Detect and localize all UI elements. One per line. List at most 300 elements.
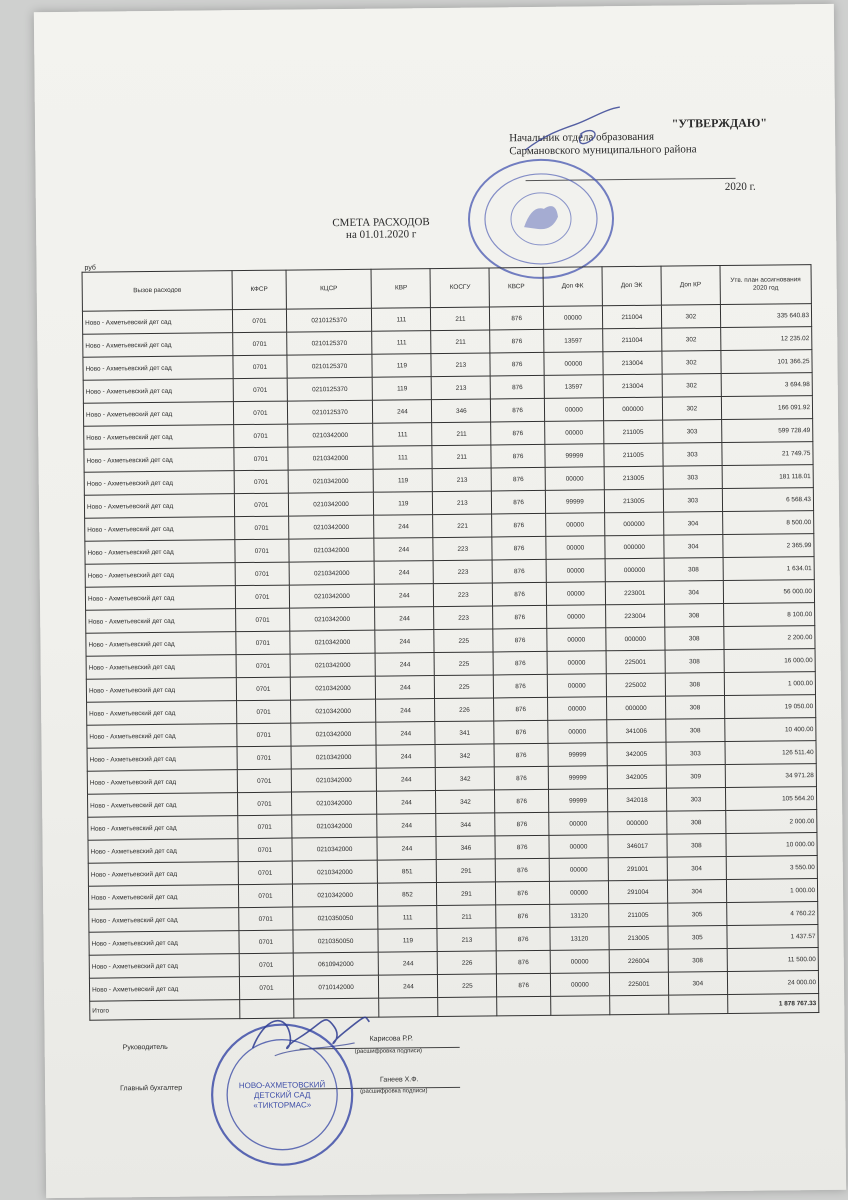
code-cell: 291001 [608, 857, 667, 881]
code-cell: 346017 [608, 834, 667, 858]
code-cell: 308 [665, 627, 724, 651]
amount-cell: 1 634.01 [723, 557, 814, 581]
currency-unit: руб [84, 264, 96, 272]
code-cell: 0210342000 [291, 768, 377, 792]
code-cell: 244 [375, 561, 434, 585]
amount-cell: 101 366.25 [721, 350, 812, 374]
code-cell: 0701 [234, 424, 288, 448]
institution-cell: Ново - Ахметьевский дет сад [88, 793, 238, 818]
institution-cell: Ново - Ахметьевский дет сад [86, 678, 236, 703]
code-cell: 346 [436, 836, 495, 860]
code-cell: 0710142000 [293, 975, 379, 999]
amount-cell: 166 091.92 [721, 396, 812, 420]
code-cell: 876 [494, 720, 548, 744]
code-cell: 211 [437, 905, 496, 929]
approval-signature [520, 104, 631, 155]
institution-cell: Ново - Ахметьевский дет сад [84, 448, 234, 473]
code-cell: 0701 [234, 470, 288, 494]
code-cell: 223 [433, 560, 492, 584]
institution-cell: Ново - Ахметьевский дет сад [84, 494, 234, 519]
institution-cell: Ново - Ахметьевский дет сад [87, 747, 237, 772]
code-cell: 304 [664, 581, 723, 605]
code-cell: 000000 [608, 811, 667, 835]
code-cell: 00000 [546, 605, 605, 629]
code-cell: 213005 [604, 466, 663, 490]
code-cell: 303 [666, 742, 725, 766]
code-cell: 244 [376, 722, 435, 746]
amount-cell: 1 000.00 [724, 672, 815, 696]
head-caption: (расшифровка подписи) [354, 1048, 423, 1055]
code-cell: 876 [490, 306, 544, 330]
code-cell: 342 [436, 790, 495, 814]
amount-cell: 10 000.00 [726, 833, 817, 857]
code-cell: 303 [663, 489, 722, 513]
amount-cell: 8 500.00 [722, 511, 813, 535]
code-cell: 00000 [546, 582, 605, 606]
code-cell: 0701 [239, 884, 293, 908]
code-cell: 876 [495, 789, 549, 813]
code-cell: 244 [375, 630, 434, 654]
code-cell: 111 [373, 446, 432, 470]
code-cell: 0701 [238, 861, 292, 885]
code-cell: 876 [492, 513, 546, 537]
code-cell: 876 [490, 375, 544, 399]
code-cell: 304 [668, 972, 727, 996]
code-cell: 876 [495, 766, 549, 790]
code-cell: 291 [437, 882, 496, 906]
code-cell: 309 [666, 765, 725, 789]
code-cell: 13120 [550, 904, 609, 928]
column-header: КВР [371, 269, 430, 309]
code-cell: 342018 [607, 788, 666, 812]
code-cell: 0701 [237, 769, 291, 793]
code-cell: 111 [373, 423, 432, 447]
code-cell: 0210342000 [288, 469, 374, 493]
code-cell: 244 [379, 975, 438, 999]
code-cell: 244 [376, 699, 435, 723]
approval-line-2: Сармановского муниципального района [509, 143, 697, 158]
code-cell: 000000 [606, 627, 665, 651]
code-cell: 876 [496, 881, 550, 905]
code-cell: 13120 [550, 927, 609, 951]
code-cell: 225 [434, 629, 493, 653]
code-cell: 0210342000 [289, 538, 375, 562]
code-cell: 876 [493, 651, 547, 675]
amount-cell: 335 640.83 [720, 304, 811, 328]
code-cell: 308 [667, 834, 726, 858]
code-cell: 99999 [548, 766, 607, 790]
code-cell: 0701 [237, 746, 291, 770]
code-cell: 0701 [234, 493, 288, 517]
amount-cell: 3 694.98 [721, 373, 812, 397]
official-stamp-top [465, 156, 616, 282]
code-cell: 213 [432, 376, 491, 400]
code-cell: 244 [376, 676, 435, 700]
code-cell: 342005 [607, 742, 666, 766]
code-cell: 225002 [606, 673, 665, 697]
accountant-name: Ганеев Х.Ф. [379, 1076, 419, 1084]
code-cell: 226004 [609, 949, 668, 973]
code-cell: 0701 [240, 976, 294, 1000]
amount-cell: 3 550.00 [726, 856, 817, 880]
code-cell: 211004 [602, 305, 661, 329]
amount-cell: 105 564.20 [725, 787, 816, 811]
code-cell: 0701 [236, 608, 290, 632]
table-body [82, 304, 818, 1021]
code-cell: 213 [437, 928, 496, 952]
amount-cell: 10 400.00 [725, 718, 816, 742]
code-cell: 876 [496, 927, 550, 951]
code-cell: 344 [436, 813, 495, 837]
code-cell: 000000 [605, 535, 664, 559]
code-cell: 00000 [549, 835, 608, 859]
institution-cell: Ново - Ахметьевский дет сад [85, 540, 235, 565]
code-cell: 244 [377, 837, 436, 861]
code-cell: 0210125370 [286, 331, 372, 355]
institution-cell: Ново - Ахметьевский дет сад [89, 908, 239, 933]
column-header: КФСР [232, 270, 286, 310]
code-cell: 342005 [607, 765, 666, 789]
institution-cell: Ново - Ахметьевский дет сад [88, 862, 238, 887]
institution-cell: Ново - Ахметьевский дет сад [86, 655, 236, 680]
code-cell: 0701 [235, 562, 289, 586]
institution-cell: Ново - Ахметьевский дет сад [83, 379, 233, 404]
code-cell: 0210125370 [287, 377, 373, 401]
column-header: Доп КР [661, 266, 720, 306]
approval-date: 2020 г. [724, 180, 756, 193]
institution-cell: Ново - Ахметьевский дет сад [86, 609, 236, 634]
code-cell: 876 [493, 628, 547, 652]
institution-cell: Ново - Ахметьевский дет сад [87, 770, 237, 795]
column-header: Утв. план ассигнования 2020 год [720, 265, 812, 305]
code-cell: 0210342000 [289, 561, 375, 585]
code-cell: 00000 [549, 858, 608, 882]
code-cell: 0210125370 [286, 308, 372, 332]
code-cell: 308 [664, 604, 723, 628]
code-cell: 303 [663, 466, 722, 490]
code-cell: 99999 [548, 789, 607, 813]
code-cell: 226 [435, 698, 494, 722]
institution-cell: Ново - Ахметьевский дет сад [87, 724, 237, 749]
code-cell: 0701 [235, 539, 289, 563]
code-cell: 876 [491, 398, 545, 422]
institution-cell: Ново - Ахметьевский дет сад [84, 425, 234, 450]
code-cell: 304 [667, 857, 726, 881]
institution-cell: Ново - Ахметьевский дет сад [88, 885, 238, 910]
code-cell: 0210350050 [293, 929, 379, 953]
code-cell: 111 [372, 308, 431, 332]
code-cell: 213004 [603, 351, 662, 375]
code-cell: 0210342000 [287, 423, 373, 447]
code-cell: 302 [661, 328, 720, 352]
code-cell: 0701 [233, 401, 287, 425]
expense-table [82, 264, 820, 1021]
institution-cell: Ново - Ахметьевский дет сад [89, 931, 239, 956]
empty-cell [438, 997, 497, 1017]
code-cell: 0701 [238, 815, 292, 839]
code-cell: 0210125370 [287, 354, 373, 378]
institution-cell: Ново - Ахметьевский дет сад [88, 816, 238, 841]
amount-cell: 4 760.22 [726, 902, 817, 926]
code-cell: 00000 [548, 720, 607, 744]
code-cell: 308 [666, 719, 725, 743]
amount-cell: 56 000.00 [723, 580, 814, 604]
code-cell: 0210342000 [289, 630, 375, 654]
code-cell: 0210342000 [291, 814, 377, 838]
code-cell: 876 [491, 421, 545, 445]
code-cell: 0701 [237, 700, 291, 724]
amount-cell: 24 000.00 [727, 971, 818, 995]
code-cell: 0701 [236, 677, 290, 701]
amount-cell: 19 050.00 [724, 695, 815, 719]
code-cell: 876 [492, 490, 546, 514]
code-cell: 223001 [605, 581, 664, 605]
total-value: 1 878 767.33 [727, 994, 818, 1014]
code-cell: 119 [372, 354, 431, 378]
code-cell: 244 [377, 791, 436, 815]
code-cell: 876 [495, 835, 549, 859]
code-cell: 341006 [607, 719, 666, 743]
code-cell: 225 [435, 675, 494, 699]
code-cell: 342 [436, 767, 495, 791]
approval-title: "УТВЕРЖДАЮ" [671, 115, 768, 131]
institution-cell: Ново - Ахметьевский дет сад [83, 356, 233, 381]
code-cell: 851 [378, 860, 437, 884]
code-cell: 0701 [235, 585, 289, 609]
code-cell: 876 [493, 582, 547, 606]
institution-cell: Ново - Ахметьевский дет сад [85, 563, 235, 588]
code-cell: 211 [431, 307, 490, 331]
code-cell: 00000 [549, 881, 608, 905]
code-cell: 303 [663, 443, 722, 467]
code-cell: 308 [667, 811, 726, 835]
code-cell: 244 [376, 745, 435, 769]
code-cell: 221 [433, 514, 492, 538]
code-cell: 876 [496, 904, 550, 928]
code-cell: 244 [377, 814, 436, 838]
code-cell: 0701 [235, 516, 289, 540]
code-cell: 213 [433, 491, 492, 515]
code-cell: 346 [432, 399, 491, 423]
code-cell: 244 [375, 607, 434, 631]
amount-cell: 34 971.28 [725, 764, 816, 788]
document-page [34, 4, 846, 1198]
code-cell: 119 [374, 492, 433, 516]
code-cell: 876 [490, 352, 544, 376]
amount-cell: 8 100.00 [723, 603, 814, 627]
code-cell: 0210342000 [291, 745, 377, 769]
code-cell: 211005 [609, 903, 668, 927]
code-cell: 0701 [236, 654, 290, 678]
code-cell: 308 [665, 696, 724, 720]
code-cell: 0210342000 [290, 722, 376, 746]
institution-cell: Ново - Ахметьевский дет сад [83, 402, 233, 427]
code-cell: 341 [435, 721, 494, 745]
code-cell: 213 [432, 468, 491, 492]
amount-cell: 2 200.00 [724, 626, 815, 650]
code-cell: 0210342000 [288, 515, 374, 539]
code-cell: 305 [668, 926, 727, 950]
institution-cell: Ново - Ахметьевский дет сад [89, 977, 239, 1002]
code-cell: 876 [492, 536, 546, 560]
institution-cell: Ново - Ахметьевский дет сад [83, 333, 233, 358]
code-cell: 00000 [547, 697, 606, 721]
institution-cell: Ново - Ахметьевский дет сад [88, 839, 238, 864]
code-cell: 223 [434, 583, 493, 607]
amount-cell: 12 235.02 [720, 327, 811, 351]
empty-cell [610, 995, 669, 1015]
code-cell: 0701 [238, 838, 292, 862]
code-cell: 876 [493, 605, 547, 629]
code-cell: 00000 [544, 398, 603, 422]
empty-cell [379, 998, 438, 1018]
code-cell: 00000 [543, 306, 602, 330]
code-cell: 0701 [237, 723, 291, 747]
column-header: КОСГУ [430, 268, 489, 308]
code-cell: 13597 [544, 329, 603, 353]
code-cell: 308 [665, 650, 724, 674]
code-cell: 0210342000 [292, 883, 378, 907]
code-cell: 0610942000 [293, 952, 379, 976]
code-cell: 00000 [546, 536, 605, 560]
accountant-label: Главный бухгалтер [120, 1084, 183, 1093]
code-cell: 0701 [233, 355, 287, 379]
code-cell: 876 [494, 697, 548, 721]
institution-cell: Ново - Ахметьевский дет сад [87, 701, 237, 726]
accountant-caption: (расшифровка подписи) [360, 1088, 428, 1095]
amount-cell: 1 437.57 [727, 925, 818, 949]
code-cell: 308 [668, 949, 727, 973]
code-cell: 225001 [609, 972, 668, 996]
code-cell: 0210342000 [290, 676, 376, 700]
code-cell: 308 [665, 673, 724, 697]
amount-cell: 6 568.43 [722, 488, 813, 512]
code-cell: 302 [662, 351, 721, 375]
empty-cell [668, 995, 727, 1015]
code-cell: 0701 [233, 378, 287, 402]
code-cell: 0210125370 [287, 400, 373, 424]
code-cell: 00000 [547, 628, 606, 652]
code-cell: 99999 [545, 490, 604, 514]
code-cell: 302 [662, 397, 721, 421]
stamp-text-3: «ТИКТОРМАС» [253, 1100, 312, 1110]
code-cell: 00000 [549, 812, 608, 836]
code-cell: 342 [435, 744, 494, 768]
stamp-text-1: НОВО-АХМЕТОВСКИЙ [238, 1080, 326, 1091]
code-cell: 211004 [603, 328, 662, 352]
institution-cell: Ново - Ахметьевский дет сад [85, 586, 235, 611]
head-signature [244, 1007, 375, 1063]
institution-cell: Ново - Ахметьевский дет сад [85, 517, 235, 542]
code-cell: 223004 [605, 604, 664, 628]
institution-cell: Ново - Ахметьевский дет сад [89, 954, 239, 979]
code-cell: 0210342000 [291, 791, 377, 815]
code-cell: 876 [491, 444, 545, 468]
code-cell: 213005 [604, 489, 663, 513]
amount-cell: 21 749.75 [722, 442, 813, 466]
amount-cell: 126 511.40 [725, 741, 816, 765]
code-cell: 0701 [234, 447, 288, 471]
code-cell: 876 [496, 950, 550, 974]
code-cell: 223 [433, 537, 492, 561]
code-cell: 00000 [545, 421, 604, 445]
code-cell: 00000 [546, 513, 605, 537]
code-cell: 111 [378, 906, 437, 930]
code-cell: 00000 [550, 973, 609, 997]
code-cell: 876 [490, 329, 544, 353]
code-cell: 304 [667, 880, 726, 904]
amount-cell: 181 118.01 [722, 465, 813, 489]
code-cell: 0210342000 [290, 653, 376, 677]
code-cell: 244 [374, 538, 433, 562]
code-cell: 223 [434, 606, 493, 630]
total-label: Итого [90, 1000, 240, 1021]
column-header: КВСР [489, 267, 543, 307]
code-cell: 00000 [547, 651, 606, 675]
code-cell: 0701 [233, 332, 287, 356]
code-cell: 0210342000 [289, 584, 375, 608]
code-cell: 0210342000 [288, 446, 374, 470]
code-cell: 211 [431, 330, 490, 354]
code-cell: 225 [434, 652, 493, 676]
amount-cell: 16 000.00 [724, 649, 815, 673]
code-cell: 0210342000 [289, 607, 375, 631]
code-cell: 211005 [604, 443, 663, 467]
code-cell: 244 [374, 515, 433, 539]
column-header: Вызов расходов [82, 271, 232, 312]
code-cell: 852 [378, 883, 437, 907]
code-cell: 00000 [545, 467, 604, 491]
code-cell: 876 [494, 674, 548, 698]
head-name: Карисова Р.Р. [369, 1035, 413, 1043]
code-cell: 119 [373, 377, 432, 401]
code-cell: 244 [379, 952, 438, 976]
code-cell: 00000 [550, 950, 609, 974]
code-cell: 305 [668, 903, 727, 927]
code-cell: 13597 [544, 375, 603, 399]
code-cell: 303 [666, 788, 725, 812]
code-cell: 876 [496, 858, 550, 882]
code-cell: 226 [438, 951, 497, 975]
empty-cell [551, 996, 610, 1016]
code-cell: 0701 [239, 930, 293, 954]
code-cell: 000000 [606, 696, 665, 720]
code-cell: 302 [662, 374, 721, 398]
code-cell: 0210342000 [292, 860, 378, 884]
institution-cell: Ново - Ахметьевский дет сад [86, 632, 236, 657]
code-cell: 304 [663, 512, 722, 536]
code-cell: 244 [375, 584, 434, 608]
code-cell: 308 [664, 558, 723, 582]
code-cell: 213 [431, 353, 490, 377]
code-cell: 0210342000 [288, 492, 374, 516]
code-cell: 876 [492, 559, 546, 583]
code-cell: 291 [437, 859, 496, 883]
code-cell: 000000 [603, 397, 662, 421]
code-cell: 99999 [545, 444, 604, 468]
code-cell: 0210350050 [292, 906, 378, 930]
code-cell: 211 [432, 422, 491, 446]
code-cell: 876 [495, 812, 549, 836]
institution-cell: Ново - Ахметьевский дет сад [84, 471, 234, 496]
stamp-text-2: ДЕТСКИЙ САД [253, 1090, 311, 1100]
code-cell: 225 [438, 974, 497, 998]
code-cell: 00000 [544, 352, 603, 376]
code-cell: 225001 [606, 650, 665, 674]
code-cell: 876 [494, 743, 548, 767]
code-cell: 291004 [608, 880, 667, 904]
code-cell: 244 [373, 400, 432, 424]
